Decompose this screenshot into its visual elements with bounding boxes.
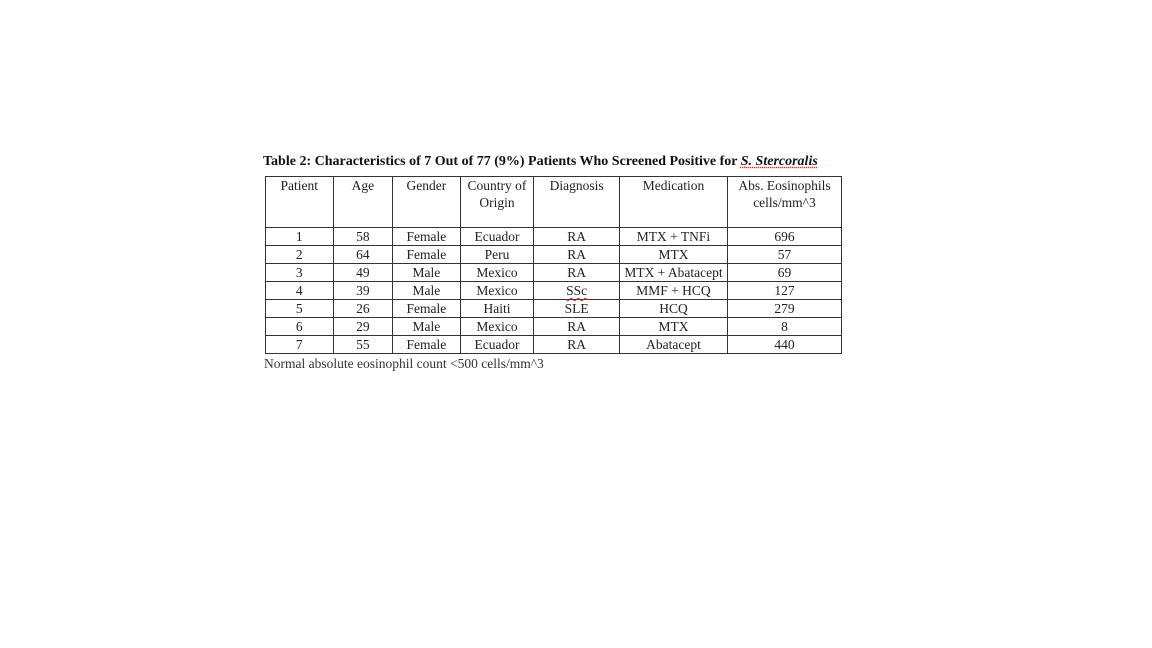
cell-eosinophils: 127 [727,282,841,300]
cell-country: Mexico [460,318,534,336]
cell-patient: 6 [266,318,334,336]
table-row [266,336,842,354]
cell-country: Ecuador [460,336,534,354]
cell-country: Mexico [460,282,534,300]
cell-patient: 1 [266,228,334,246]
cell-age: 58 [333,228,393,246]
cell-country: Mexico [460,264,534,282]
cell-gender: Female [393,246,461,264]
cell-medication: MTX [620,246,728,264]
table-row [266,228,842,246]
cell-age: 29 [333,318,393,336]
cell-diagnosis-text: SSc [566,283,588,298]
cell-gender: Female [393,336,461,354]
cell-country: Haiti [460,300,534,318]
header-country-of-origin: Country of Origin [460,177,534,228]
cell-patient: 7 [266,336,334,354]
cell-diagnosis: RA [534,246,620,264]
cell-patient: 5 [266,300,334,318]
header-gender: Gender [393,177,461,228]
cell-diagnosis: SLE [534,300,620,318]
caption-text: Table 2: Characteristics of 7 Out of 77 (9%) Patients Who Screened Positive for [263,154,741,169]
cell-country: Ecuador [460,228,534,246]
cell-diagnosis: RA [534,318,620,336]
table-row [266,282,842,300]
cell-age: 26 [333,300,393,318]
cell-eosinophils: 57 [727,246,841,264]
caption-species: S. Stercoralis [740,154,818,169]
table-row [266,264,842,282]
cell-gender: Female [393,228,461,246]
table-caption [263,153,863,171]
header-patient: Patient [266,177,334,228]
cell-gender: Male [393,264,461,282]
cell-diagnosis: RA [534,336,620,354]
cell-age: 55 [333,336,393,354]
table-header-row [266,177,842,228]
cell-patient: 3 [266,264,334,282]
cell-country: Peru [460,246,534,264]
header-medication: Medication [620,177,728,228]
cell-eosinophils: 8 [727,318,841,336]
header-diagnosis: Diagnosis [534,177,620,228]
cell-medication: MMF + HCQ [620,282,728,300]
cell-medication: HCQ [620,300,728,318]
cell-medication: Abatacept [620,336,728,354]
cell-medication: MTX + Abatacept [620,264,728,282]
cell-diagnosis: RA [534,264,620,282]
cell-age: 49 [333,264,393,282]
cell-diagnosis [534,282,620,300]
cell-medication: MTX [620,318,728,336]
cell-gender: Male [393,318,461,336]
cell-eosinophils: 69 [727,264,841,282]
header-age: Age [333,177,393,228]
table-row [266,300,842,318]
table-row [266,246,842,264]
cell-medication: MTX + TNFi [620,228,728,246]
cell-eosinophils: 696 [727,228,841,246]
cell-patient: 4 [266,282,334,300]
cell-age: 39 [333,282,393,300]
cell-diagnosis: RA [534,228,620,246]
header-abs-eosinophils: Abs. Eosinophils cells/mm^3 [727,177,841,228]
patient-characteristics-table [265,176,842,354]
document-page [263,153,863,372]
table-footnote: Normal absolute eosinophil count <500 cells/mm^3 [264,356,544,371]
cell-patient: 2 [266,246,334,264]
cell-eosinophils: 279 [727,300,841,318]
cell-age: 64 [333,246,393,264]
table-row [266,318,842,336]
cell-gender: Male [393,282,461,300]
cell-gender: Female [393,300,461,318]
cell-eosinophils: 440 [727,336,841,354]
